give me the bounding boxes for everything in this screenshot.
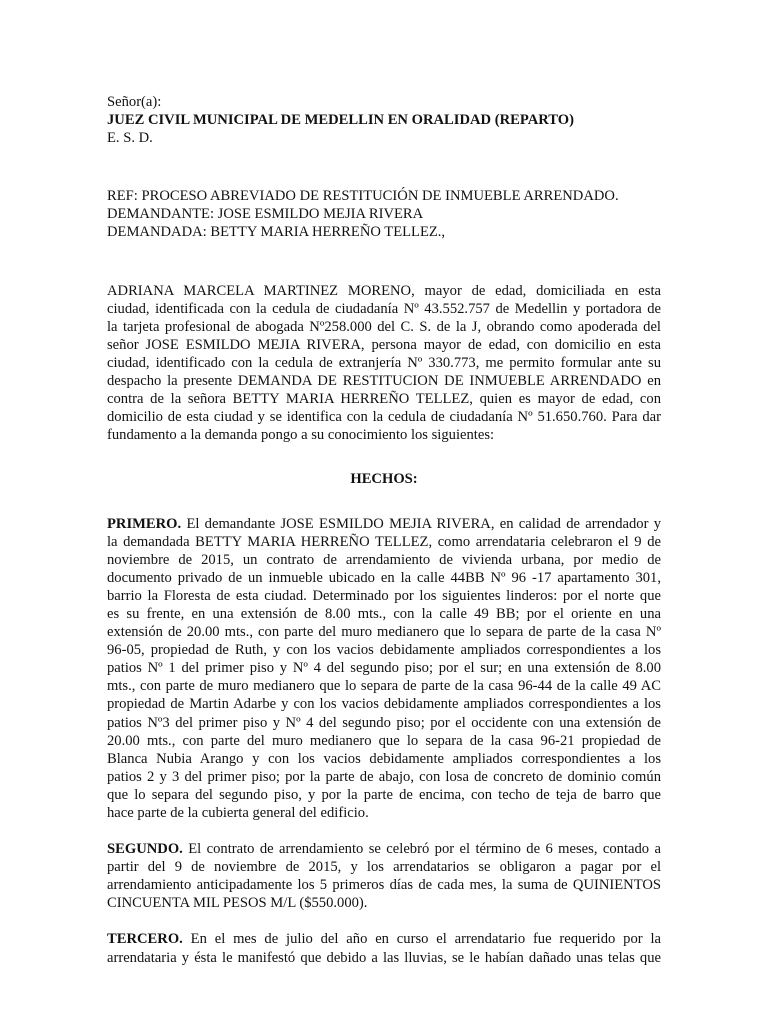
fact-line: noviembre de 2015, un contrato de arrendamiento de vivienda urbana, por medio de [107,551,661,568]
fact-line [107,515,661,533]
intro-line: ciudad, identificada con la cedula de ciudadanía Nº 43.552.757 de Medellin y portadora de [107,300,661,317]
esd-line: E. S. D. [107,130,153,147]
fact-line: extensión de 20.00 mts., con parte del muro medianero que lo separa de parte de la casa Nº [107,624,661,641]
fact-line: arrendataria y ésta le manifestó que debido a las lluvias, se le habían dañado unas telas que [107,949,661,966]
fact-label: TERCERO. [107,931,183,948]
fact-line [107,930,661,948]
document-page [107,93,661,967]
fact-line: arrendamiento anticipadamente los 5 primeros días de cada mes, la suma de QUINIENTOS [107,877,661,894]
fact-line: patios 2 y 3 del primer piso; por la parte de abajo, con losa de concreto de dominio común [107,768,661,785]
fact-tercero [107,930,661,966]
intro-line: fundamento a la demanda pongo a su conocimiento los siguientes: [107,427,495,444]
fact-primero [107,515,661,823]
intro-line: despacho la presente DEMANDA DE RESTITUCION DE INMUEBLE ARRENDADO en [107,373,661,390]
intro-line: la tarjeta profesional de abogada Nº258.000 del C. S. de la J, obrando como apoderada del [107,318,661,335]
addressee: JUEZ CIVIL MUNICIPAL DE MEDELLIN EN ORALIDAD (REPARTO) [107,112,574,129]
intro-line: ciudad, identificado con la cedula de extranjería Nº 330.773, me permito formular ante su [107,354,661,371]
fact-text: En el mes de julio del año en curso el arrendatario fue requerido por la [182,931,661,948]
intro-line: ADRIANA MARCELA MARTINEZ MORENO, mayor de edad, domiciliada en esta [107,282,661,299]
fact-text: El contrato de arrendamiento se celebró por el término de 6 meses, contado a [182,841,661,858]
fact-line: barrio la Floresta de esta ciudad. Determinado por los siguientes linderos: por el norte que [107,587,661,604]
fact-line: Blanca Nubia Arango y con los vacios debidamente ampliados correspondientes a los [107,750,661,767]
fact-line: CINCUENTA MIL PESOS M/L ($550.000). [107,895,368,912]
fact-line: documento privado de un inmueble ubicado en la calle 44BB Nº 96 -17 apartamento 301, [107,569,661,586]
fact-label: SEGUNDO. [107,841,183,858]
fact-line: mts., con parte de muro medianero que lo separa de parte de la casa 96-44 de la calle 49 AC [107,678,661,695]
fact-line: 20.00 mts., con parte del muro medianero que lo separa de la casa 96-21 propiedad de [107,732,661,749]
fact-line: es su frente, en una extensión de 8.00 mts., con la calle 49 BB; por el oriente en una [107,605,661,622]
fact-line: que lo separa del segundo piso, y por la parte de encima, con techo de teja de barro que [107,786,661,803]
fact-line: propiedad de Martin Adarbe y con los vacios debidamente ampliados correspondientes a los [107,696,661,713]
fact-label: PRIMERO. [107,515,182,532]
fact-text: El demandante JOSE ESMILDO MEJIA RIVERA, en calidad de arrendador y [181,515,661,532]
plaintiff-line: DEMANDANTE: JOSE ESMILDO MEJIA RIVERA [107,206,424,223]
reference-line: REF: PROCESO ABREVIADO DE RESTITUCIÓN DE INMUEBLE ARRENDADO. [107,188,619,205]
section-title-hechos: HECHOS: [350,471,418,488]
fact-line: partir del 9 de noviembre de 2015, y los arrendatarios se obligaron a pagar por el [107,859,661,876]
salutation: Señor(a): [107,94,162,110]
defendant-line: DEMANDADA: BETTY MARIA HERREÑO TELLEZ., [107,224,446,241]
intro-paragraph [107,282,661,445]
fact-line: hace parte de la cubierta general del edificio. [107,805,369,821]
fact-line: patios Nº3 del primer piso y Nº 4 del segundo piso; por el occidente con una extensión de [107,714,661,731]
intro-line: contra de la señora BETTY MARIA HERREÑO TELLEZ, quien es mayor de edad, con [107,391,661,408]
intro-line: señor JOSE ESMILDO MEJIA RIVERA, persona mayor de edad, con domicilio en esta [107,336,661,353]
fact-line: la demandada BETTY MARIA HERREÑO TELLEZ, como arrendataria celebraron el 9 de [107,533,661,550]
fact-line [107,840,661,858]
fact-segundo [107,840,661,912]
fact-line: 96-05, propiedad de Ruth, y con los vacios debidamente ampliados correspondientes a los [107,642,661,659]
fact-line: patios Nº 1 del primer piso y Nº 4 del segundo piso; por el sur; en una extensión de 8.00 [107,660,661,677]
intro-line: domicilio de esta ciudad y se identifica con la cedula de ciudadanía Nº 51.650.760. Para dar [107,409,661,426]
